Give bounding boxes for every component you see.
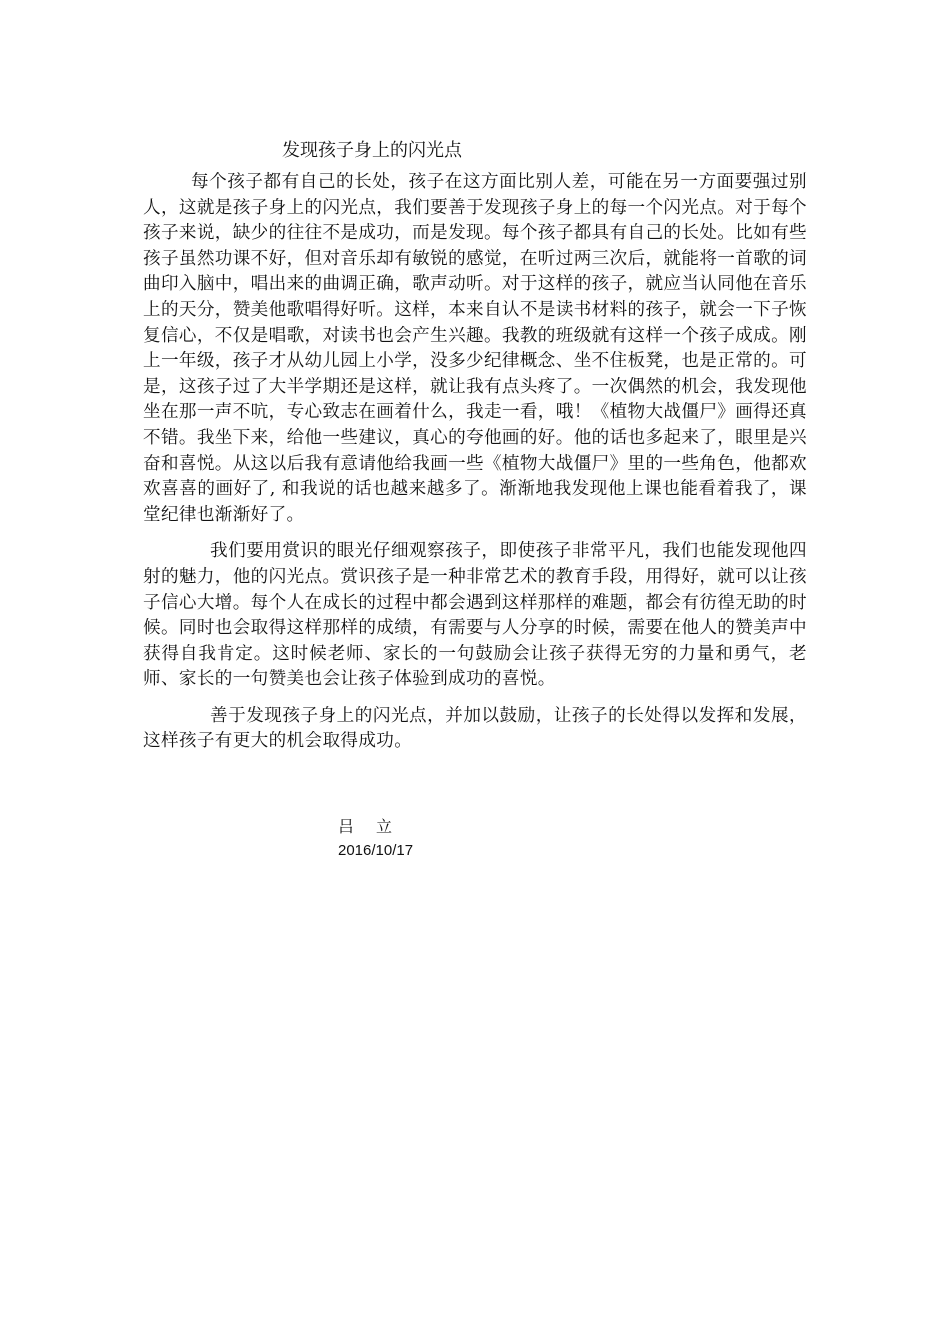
paragraph-3: 善于发现孩子身上的闪光点，并加以鼓励，让孩子的长处得以发挥和发展，这样孩子有更大的机会取得成功。 [143, 705, 807, 752]
paragraph-1: 每个孩子都有自己的长处，孩子在这方面比别人差，可能在另一方面要强过别人，这就是孩子身上的闪光点，我们要善于发现孩子身上的每一个闪光点。对于每个孩子来说，缺少的往往不是成功，而是发现。每个孩子都具有自己的长处。比如有些孩子虽然功课不好，但对音乐却有敏锐的感觉，在听过两三次后，就能将一首歌的词曲印入脑中，唱出来的曲调正确，歌声动听。对于这样的孩子，就应当认同他在音乐上的天分，赞美他歌唱得好听。这样，本来自认不是读书材料的孩子，就会一下子恢复信心，不仅是唱歌，对读书也会产生兴趣。我教的班级就有这样一个孩子成成。刚上一年级，孩子才从幼儿园上小学，没多少纪律概念、坐不住板凳，也是正常的。可是，这孩子过了大半学期还是这样，就让我有点头疼了。一次偶然的机会，我发现他坐在那一声不吭，专心致志在画着什么，我走一看，哦！《植物大战僵尸》画得还真不错。我坐下来，给他一些建议，真心的夸他画的好。他的话也多起来了，眼里是兴奋和喜悦。从这以后我有意请他给我画一些《植物大战僵尸》里的一些角色，他都欢欢喜喜的画好了, 和我说的话也越来越多了。渐渐地我发现他上课也能看着我了，课堂纪律也渐渐好了。 [143, 172, 807, 525]
author-name: 吕立 [338, 817, 415, 836]
paragraph-2: 我们要用赏识的眼光仔细观察孩子，即使孩子非常平凡，我们也能发现他四射的魅力，他的闪光点。赏识孩子是一种非常艺术的教育手段，用得好，就可以让孩子信心大增。每个人在成长的过程中都会遇到这样那样的难题，都会有彷徨无助的时候。同时也会取得这样那样的成绩，有需要与人分享的时候，需要在他人的赞美声中获得自我肯定。这时候老师、家长的一句鼓励会让孩子获得无穷的力量和勇气，老师、家长的一句赞美也会让孩子体验到成功的喜悦。 [143, 541, 807, 690]
document-date: 2016/10/17 [338, 842, 414, 859]
document-body [143, 170, 807, 766]
document-title: 发现孩子身上的闪光点 [282, 140, 462, 161]
